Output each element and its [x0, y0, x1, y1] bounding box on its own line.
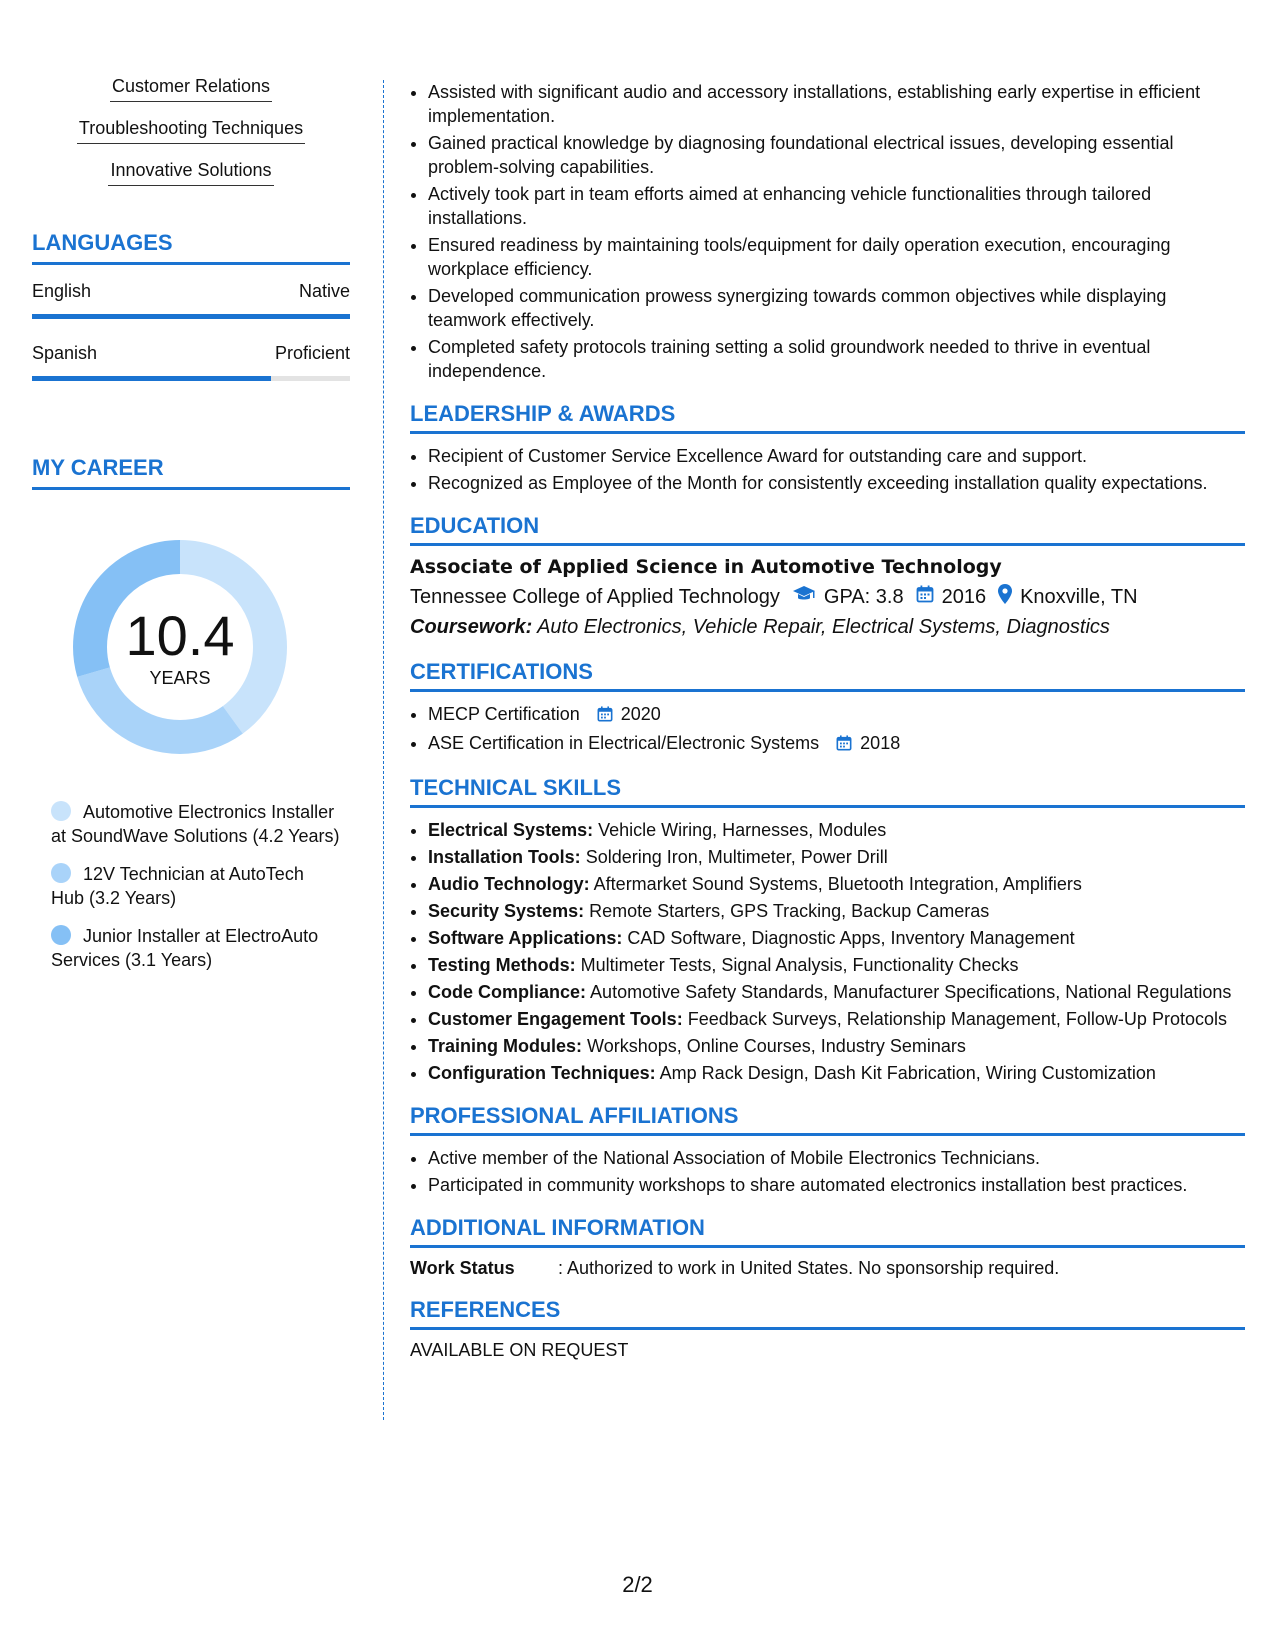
career-item: Automotive Electronics Installer at SoundWave Solutions (4.2 Years): [51, 802, 340, 846]
list-item: • Actively took part in team efforts aimed at enhancing vehicle functionalities through tailored installations.: [428, 182, 1245, 230]
list-item: • Participated in community workshops to share automated electronics installation best practices.: [428, 1173, 1245, 1197]
career-legend: [51, 800, 341, 972]
list-item: • Assisted with significant audio and accessory installations, establishing early expertise in efficient implementation.: [428, 80, 1245, 128]
list-item: [428, 702, 1245, 728]
affiliations-section: [410, 1103, 1245, 1197]
references-heading: REFERENCES: [410, 1297, 1245, 1330]
coursework-value: Auto Electronics, Vehicle Repair, Electrical Systems, Diagnostics: [537, 616, 1110, 638]
page-number: 2/2: [622, 1572, 653, 1597]
list-item: • Installation Tools: Soldering Iron, Multimeter, Power Drill: [428, 845, 1245, 869]
career-total-value: 10.4: [125, 603, 235, 667]
calendar-icon: [836, 733, 852, 757]
affiliations-heading: PROFESSIONAL AFFILIATIONS: [410, 1103, 1245, 1136]
language-level: Native: [298, 281, 350, 301]
map-pin-icon: [998, 584, 1012, 610]
list-item: • Active member of the National Association of Mobile Electronics Technicians.: [428, 1146, 1245, 1170]
education-coursework: [410, 616, 1245, 639]
right-column: [410, 80, 1245, 1361]
list-item: • Configuration Techniques: Amp Rack Design, Dash Kit Fabrication, Wiring Customization: [428, 1061, 1245, 1085]
calendar-icon: [597, 704, 613, 728]
leadership-section: [410, 401, 1245, 495]
list-item: • Customer Engagement Tools: Feedback Surveys, Relationship Management, Follow-Up Protocols: [428, 1007, 1245, 1031]
legend-dot: [51, 801, 71, 821]
certifications-heading: CERTIFICATIONS: [410, 659, 1245, 692]
skill-tags: [32, 76, 350, 186]
language-name: English: [32, 281, 92, 301]
certification-name: MECP Certification: [428, 704, 580, 724]
list-item: • Electrical Systems: Vehicle Wiring, Harnesses, Modules: [428, 818, 1245, 842]
list-item: • Training Modules: Workshops, Online Courses, Industry Seminars: [428, 1034, 1245, 1058]
references-section: [410, 1297, 1245, 1361]
education-school: Tennessee College of Applied Technology: [410, 585, 780, 608]
list-item: [428, 731, 1245, 757]
education-degree: Associate of Applied Science in Automotive Technology: [410, 556, 1002, 578]
experience-section: [410, 80, 1245, 383]
language-level-bar: [32, 376, 350, 381]
education-section: [410, 513, 1245, 639]
list-item: • Software Applications: CAD Software, Diagnostic Apps, Inventory Management: [428, 926, 1245, 950]
list-item: • Gained practical knowledge by diagnosing foundational electrical issues, developing essential problem-solving capabilities.: [428, 131, 1245, 179]
references-text: AVAILABLE ON REQUEST: [410, 1340, 629, 1360]
experience-bullets: [410, 80, 1245, 383]
education-heading: EDUCATION: [410, 513, 1245, 546]
career-section: [32, 455, 350, 972]
career-item: Junior Installer at ElectroAuto Services (3.1 Years): [51, 926, 319, 970]
list-item: • Recipient of Customer Service Excellence Award for outstanding care and support.: [428, 444, 1245, 468]
career-donut-chart: [65, 532, 295, 762]
certification-name: ASE Certification in Electrical/Electronic Systems: [428, 733, 820, 753]
certification-year: 2020: [620, 704, 661, 724]
graduation-cap-icon: [792, 585, 816, 609]
certification-year: 2018: [860, 733, 901, 753]
technical-skills-heading: TECHNICAL SKILLS: [410, 775, 1245, 808]
language-item: [32, 343, 350, 381]
skill-tag: Troubleshooting Techniques: [32, 118, 350, 144]
education-location: Knoxville, TN: [1020, 585, 1138, 608]
list-item: • Audio Technology: Aftermarket Sound Systems, Bluetooth Integration, Amplifiers: [428, 872, 1245, 896]
list-item: • Testing Methods: Multimeter Tests, Signal Analysis, Functionality Checks: [428, 953, 1245, 977]
education-gpa: GPA: 3.8: [823, 585, 904, 608]
language-name: Spanish: [32, 343, 98, 363]
certifications-section: [410, 659, 1245, 757]
language-level-fill: [32, 376, 271, 381]
additional-info-heading: ADDITIONAL INFORMATION: [410, 1215, 1245, 1248]
technical-skills-section: [410, 775, 1245, 1085]
list-item: • Completed safety protocols training setting a solid groundwork needed to thrive in eventual independence.: [428, 335, 1245, 383]
list-item: • Security Systems: Remote Starters, GPS Tracking, Backup Cameras: [428, 899, 1245, 923]
list-item: • Developed communication prowess synergizing towards common objectives while displaying teamwork effectively.: [428, 284, 1245, 332]
language-level-fill: [32, 314, 350, 319]
list-item: • Recognized as Employee of the Month for consistently exceeding installation quality expectations.: [428, 471, 1245, 495]
career-heading: MY CAREER: [32, 455, 350, 490]
calendar-icon: [916, 585, 934, 609]
language-level-bar: [32, 314, 350, 319]
skill-tag: Customer Relations: [32, 76, 350, 102]
legend-dot: [51, 925, 71, 945]
additional-info-section: [410, 1215, 1245, 1279]
skill-tag: Innovative Solutions: [32, 160, 350, 186]
language-level: Proficient: [274, 343, 350, 363]
languages-section: [32, 230, 350, 381]
career-item: 12V Technician at AutoTech Hub (3.2 Years): [51, 864, 304, 908]
left-column: [32, 76, 350, 986]
coursework-label: Coursework:: [410, 616, 533, 638]
list-item: • Ensured readiness by maintaining tools/equipment for daily operation execution, encouraging workplace efficiency.: [428, 233, 1245, 281]
education-details: [410, 584, 1245, 610]
work-status-label: Work Status: [410, 1258, 515, 1278]
column-divider: [383, 80, 384, 1420]
legend-dot: [51, 863, 71, 883]
work-status-value: : Authorized to work in United States. No sponsorship required.: [558, 1258, 1060, 1278]
languages-heading: LANGUAGES: [32, 230, 350, 265]
career-total-unit: YEARS: [149, 667, 211, 688]
education-year: 2016: [941, 585, 987, 608]
language-item: [32, 281, 350, 319]
list-item: • Code Compliance: Automotive Safety Standards, Manufacturer Specifications, National Regulations: [428, 980, 1245, 1004]
leadership-heading: LEADERSHIP & AWARDS: [410, 401, 1245, 434]
